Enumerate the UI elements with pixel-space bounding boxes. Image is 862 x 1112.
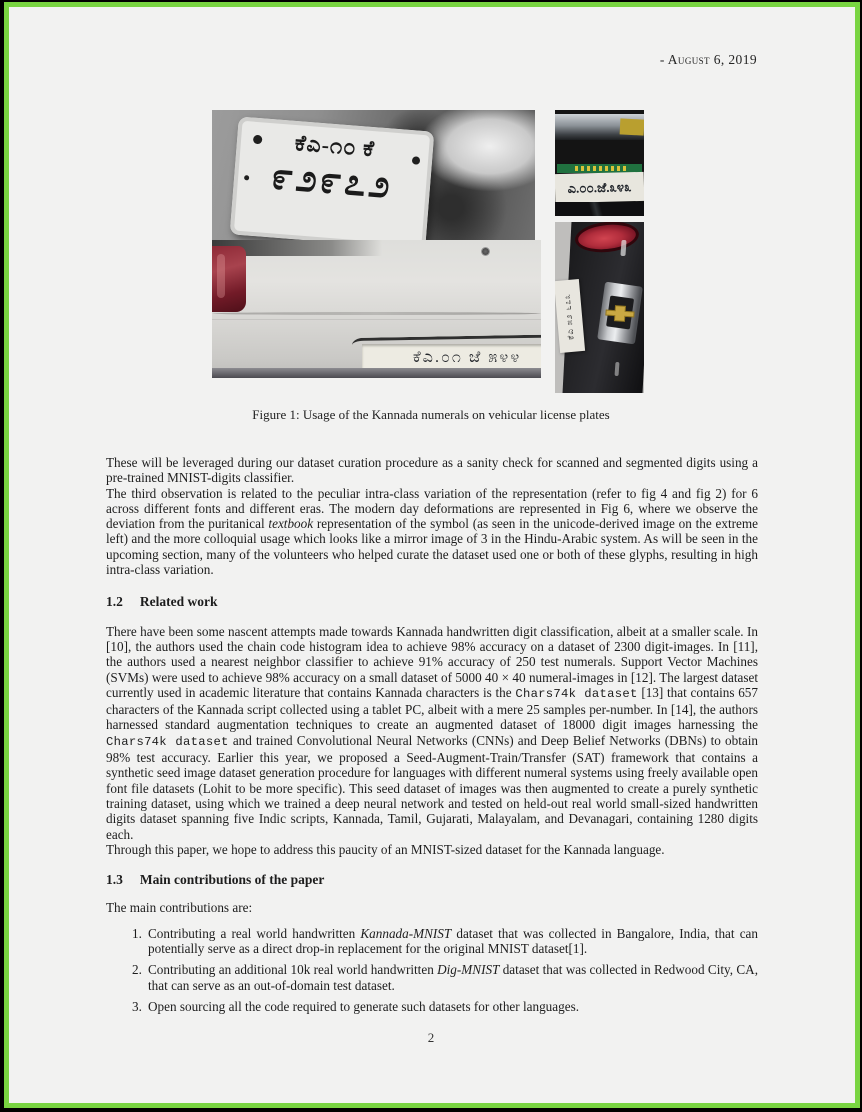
plate-text-vertical: ಕೆಎ ೫೨ ೬೭೩ [561,292,576,341]
list-item-number: 1. [132,925,142,941]
photo-white-car [212,240,541,378]
chrome-band [597,282,643,345]
paragraph-observation: The third observation is related to the peculiar intra-class variation of the representation (refer to fig 4 and fig 2) for 6 across different fonts and different eras. The modern day deformations are represented in Fig 6, where we observe the deviation from the puritanical textbook representation of the symbol (as seen in the unicode-derived image on the extreme left) and the more colloquial usage which looks like a mirror image of 3 in the Hindu-Arabic system. As will be seen in the upcoming section, many of the volunteers who helped curate the dataset used one or both of these glyphs, resulting in high intra-class variation. [106,485,758,578]
chevrolet-badge-icon [600,294,640,333]
photo-bike-plate [212,110,535,240]
photo-car-pillar [555,222,644,393]
bumper-shadow [555,202,644,216]
section-title: Main contributions of the paper [139,872,325,888]
section-heading-related-work [106,594,758,609]
yellow-sticker [620,118,644,135]
page-number: 2 [427,1030,435,1045]
license-plate-green-car: ಎ.೦೦.ಜೆ.೩೪೩ [555,172,644,203]
list-item-number: 3. [132,998,142,1014]
photo-green-plate-car [555,110,644,216]
license-plate-bike [230,116,435,240]
bumper-crease [212,312,541,315]
list-item-contribution-3 [106,999,758,1014]
list-item-text: Contributing an additional 10k real world handwritten Dig-MNIST dataset that was collected in Redwood City, CA, that can serve as an out-of-domain test dataset. [148,962,758,993]
body-text-column [106,455,758,1014]
bumper-crease [212,319,541,320]
paragraph-intro: These will be leveraged during our dataset curation procedure as a sanity check for scanned and segmented digits using a pre-trained MNIST-digits classifier. [106,455,758,486]
trunk-sensor [482,248,489,255]
plate-text-line1: ಕೆಎ-೧೦ ಕೆ [294,130,376,162]
list-item-number: 2. [132,962,142,978]
header-date: - August 6, 2019 [659,52,757,67]
list-item-text: Contributing a real world handwritten Kannada-MNIST dataset that was collected in Bangalore, India, that can potentially serve as a direct drop-in replacement for the original MNIST dataset[1]. [148,925,758,957]
list-item-contribution-2 [106,962,758,993]
plate-text-line2: ೯೨೯೭೨ [269,155,395,207]
section-number: 1.2 [106,594,123,610]
paragraph-contributions-intro: The main contributions are: [106,900,253,916]
under-bumper-shadow [212,368,541,378]
figure-collage [212,110,644,393]
figure-caption: Figure 1: Usage of the Kannada numerals on vehicular license plates [252,407,610,422]
paragraph-related-work: There have been some nascent attempts made towards Kannada handwritten digit classification, albeit at a smaller scale. In [10], the authors used the chain code histogram idea to achieve 98% accuracy on a dataset of 2300 digit-images. In [11], the authors used a nearest neighbor classifier to achieve 91% accuracy of 250 test numerals. Support Vector Machines (SVMs) were used to achieve 98% accuracy on a small dataset of 5000 40 × 40 numeral-images in [12]. The largest dataset currently used in academic literature that contains Kannada characters is the Chars74k dataset [13] that contains 657 characters of the Kannada script collected using a tablet PC, albeit with a mere 25 samples per-number. In [14], the authors harnessed standard augmentation techniques to create an augmented dataset of 18000 digit images harnessing the Chars74k dataset and trained Convolutional Neural Networks (CNNs) and Deep Belief Networks (DBNs) to obtain 98% test accuracy. Earlier this year, we proposed a Seed-Augment-Train/Transfer (SAT) framework that contains a synthetic seed image dataset generation procedure for languages with different numeral systems using freely available open font file datasets (Lohit to be more specific). This seed dataset of images was then augmented to create a purely synthetic training dataset, using which we trained a deep neural network and tested on held-out real world small-sized handwritten digits dataset spanning five Indic scripts, Kannada, Tamil, Gujarati, Malayalam, and Devanagari, containing 1280 digits each. [106,623,758,842]
paragraph-through: Through this paper, we hope to address this paucity of an MNIST-sized dataset for the Kannada language. [106,841,665,857]
list-item-text: Open sourcing all the code required to generate such datasets for other languages. [148,998,579,1014]
section-title: Related work [139,594,218,610]
taillight [212,246,246,312]
license-plate-white-car: ಕೆಎ.೦೧ ಜೆ ೫೪೪ [362,344,541,372]
section-number: 1.3 [106,872,123,888]
list-item-contribution-1 [106,926,758,957]
section-heading-contributions [106,872,758,887]
